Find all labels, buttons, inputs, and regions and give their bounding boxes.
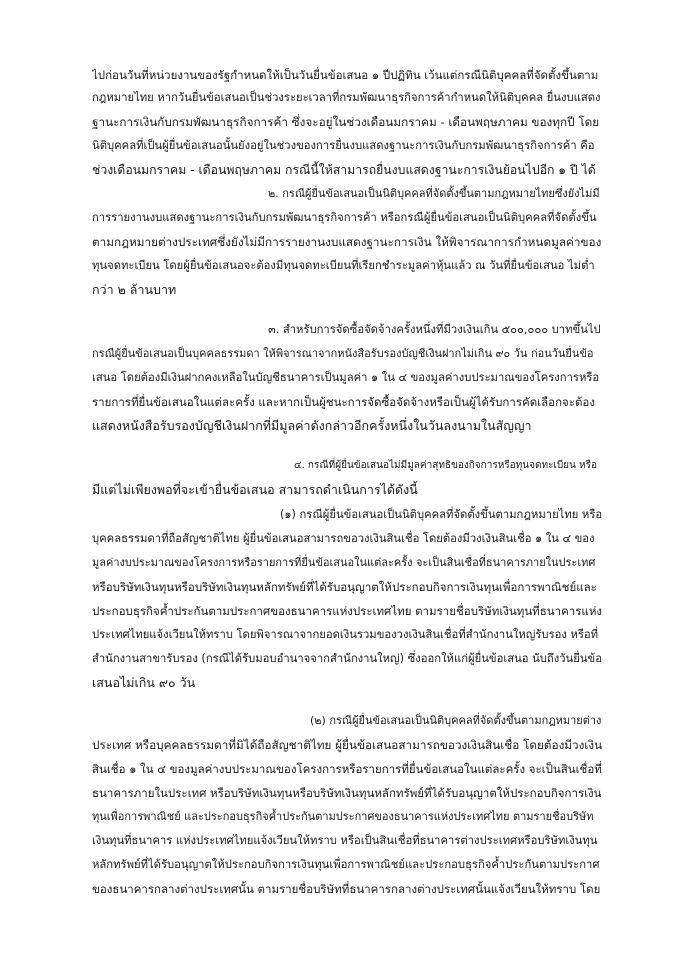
text-line: ทุนจดทะเบียน โดยผู้ยื่นข้อเสนอจะต้องมีทุนจดทะเบียนที่เรียกชำระมูลค่าหุ้นแล้ว ณ วันที่ยื่นข้อเสนอ ไม่ต่ำ: [92, 259, 595, 272]
text-line: ตามกฎหมายต่างประเทศซึ่งยังไม่มีการรายงานงบแสดงฐานะการเงิน ให้พิจารณาการกำหนดมูลค่าของ: [92, 235, 602, 249]
text-line: กฎหมายไทย หากวันยื่นข้อเสนอเป็นช่วงระยะเวลาที่กรมพัฒนาธุรกิจการค้ากำหนดให้นิติบุคคล ยื่นงบแสดง: [92, 91, 601, 104]
text-line: ๒. กรณีผู้ยื่นข้อเสนอเป็นนิติบุคคลที่จัดตั้งขึ้นตามกฎหมายไทยซึ่งยังไม่มี: [268, 187, 600, 200]
text-line: (๑) กรณีผู้ยื่นข้อเสนอเป็นนิติบุคคลที่จัดตั้งขึ้นตามกฎหมายไทย หรือ: [280, 508, 603, 521]
text-line: กว่า ๒ ล้านบาท: [92, 282, 177, 297]
text-line: สำนักงานสาขารับรอง (กรณีได้รับมอบอำนาจจากสำนักงานใหญ่) ซึ่งออกให้แก่ผู้ยื่นข้อเสนอ นับถึงวันยื่นข้อ: [92, 652, 602, 665]
text-line: กรณีผู้ยื่นข้อเสนอเป็นบุคคลธรรมดา ให้พิจารณาจากหนังสือรับรองบัญชีเงินฝากไม่เกิน ๙๐ วัน ก่อนวันยื่นข้อ: [92, 347, 594, 360]
text-line: แสดงหนังสือรับรองบัญชีเงินฝากที่มีมูลค่าดังกล่าวอีกครั้งหนึ่งในวันลงนามในสัญญา: [92, 418, 532, 433]
text-line: หลักทรัพย์ที่ได้รับอนุญาตให้ประกอบกิจการเงินทุนเพื่อการพาณิชย์และประกอบธุรกิจค้ำประกันตามประกาศ: [92, 858, 600, 871]
text-line: รายการที่ยื่นข้อเสนอในแต่ละครั้ง และหากเป็นผู้ชนะการจัดซื้อจัดจ้างหรือเป็นผู้ได้รับการคัดเลือกจะต้อง: [92, 395, 595, 409]
text-line: นิติบุคคลที่เป็นผู้ยื่นข้อเสนอนั้นยังอยู่ในช่วงของการยื่นงบแสดงฐานะการเงินกับกรมพัฒนาธุรกิจการค้า คือ: [92, 139, 595, 152]
text-line: เสนอไม่เกิน ๙๐ วัน: [92, 675, 196, 690]
text-line: ธนาคารภายในประเทศ หรือบริษัทเงินทุนหรือบริษัทเงินทุนหลักทรัพย์ที่ได้รับอนุญาตให้ประกอบกิจการเงิน: [92, 786, 602, 800]
text-line: หรือบริษัทเงินทุนหรือบริษัทเงินทุนหลักทรัพย์ที่ได้รับอนุญาตให้ประกอบกิจการเงินทุนเพื่อการพาณิชย์และ: [92, 580, 597, 594]
text-line: มูลค่างบประมาณของโครงการหรือรายการที่ยื่นข้อเสนอในแต่ละครั้ง จะเป็นสินเชื่อที่ธนาคารภายในประเทศ: [92, 556, 596, 569]
text-line: (๒) กรณีผู้ยื่นข้อเสนอเป็นนิติบุคคลที่จัดตั้งขึ้นตามกฎหมายต่าง: [310, 714, 602, 727]
text-line: ๔. กรณีที่ผู้ยื่นข้อเสนอไม่มีมูลค่าสุทธิของกิจการหรือทุนจดทะเบียน หรือ: [294, 460, 598, 471]
text-line: ของธนาคารกลางต่างประเทศนั้น ตามรายชื่อบริษัทที่ธนาคารกลางต่างประเทศนั้นแจ้งเวียนให้ทราบ โดย: [92, 882, 601, 896]
text-line: ประเทศไทยแจ้งเวียนให้ทราบ โดยพิจารณาจากยอดเงินรวมของวงเงินสินเชื่อที่สำนักงานใหญ่รับรอง หรือที่: [92, 628, 599, 641]
text-line: เงินทุนที่ธนาคาร แห่งประเทศไทยแจ้งเวียนให้ทราบ หรือเป็นสินเชื่อที่ธนาคารต่างประเทศหรือบริษัทเงินทุน: [92, 834, 598, 847]
text-line: มีแต่ไม่เพียงพอที่จะเข้ายื่นข้อเสนอ สามารถดำเนินการได้ดังนี้: [92, 482, 418, 497]
text-line: ฐานะการเงินกับกรมพัฒนาธุรกิจการค้า ซึ่งจะอยู่ในช่วงเดือนมกราคม - เดือนพฤษภาคม ของทุกปี โดย: [92, 115, 600, 129]
text-line: ช่วงเดือนมกราคม - เดือนพฤษภาคม กรณีนี้ให้สามารถยื่นงบแสดงฐานะการเงินย้อนไปอีก ๑ ปี ได้: [92, 163, 596, 177]
text-line: ทุนเพื่อการพาณิชย์ และประกอบธุรกิจค้ำประกันตามประกาศของธนาคารแห่งประเทศไทย ตามรายชื่อบริษัท: [92, 810, 594, 823]
text-line: ๓. สำหรับการจัดซื้อจัดจ้างครั้งหนึ่งที่มีวงเงินเกิน ๕๐๐,๐๐๐ บาทขึ้นไป: [268, 323, 601, 336]
text-line: ไปก่อนวันที่หน่วยงานของรัฐกำหนดให้เป็นวันยื่นข้อเสนอ ๑ ปีปฏิทิน เว้นแต่กรณีนิติบุคคลที่จัดตั้งขึ้นตาม: [92, 68, 599, 82]
text-line: ประเทศ หรือบุคคลธรรมดาที่มิได้ถือสัญชาติไทย ผู้ยื่นข้อเสนอสามารถขอวงเงินสินเชื่อ โดยต้องมีวงเงิน: [92, 738, 603, 752]
text-line: สินเชื่อ ๑ ใน ๔ ของมูลค่างบประมาณของโครงการหรือรายการที่ยื่นข้อเสนอในแต่ละครั้ง จะเป็นสินเชื่อที่: [92, 762, 602, 776]
text-line: ประกอบธุรกิจค้ำประกันตามประกาศของธนาคารแห่งประเทศไทย ตามรายชื่อบริษัทเงินทุนที่ธนาคารแห่ง: [92, 604, 603, 618]
text-line: เสนอ โดยต้องมีเงินฝากคงเหลือในบัญชีธนาคารเป็นมูลค่า ๑ ใน ๔ ของมูลค่างบประมาณของโครงการหรือ: [92, 371, 600, 384]
text-line: การรายงานงบแสดงฐานะการเงินกับกรมพัฒนาธุรกิจการค้า หรือกรณีผู้ยื่นข้อเสนอเป็นนิติบุคคลที่จัดตั้งขึ้น: [92, 211, 597, 224]
text-line: บุคคลธรรมดาที่ถือสัญชาติไทย ผู้ยื่นข้อเสนอสามารถขอวงเงินสินเชื่อ โดยต้องมีวงเงินสินเชื่อ ๑ ใน ๔ ของ: [92, 532, 595, 545]
